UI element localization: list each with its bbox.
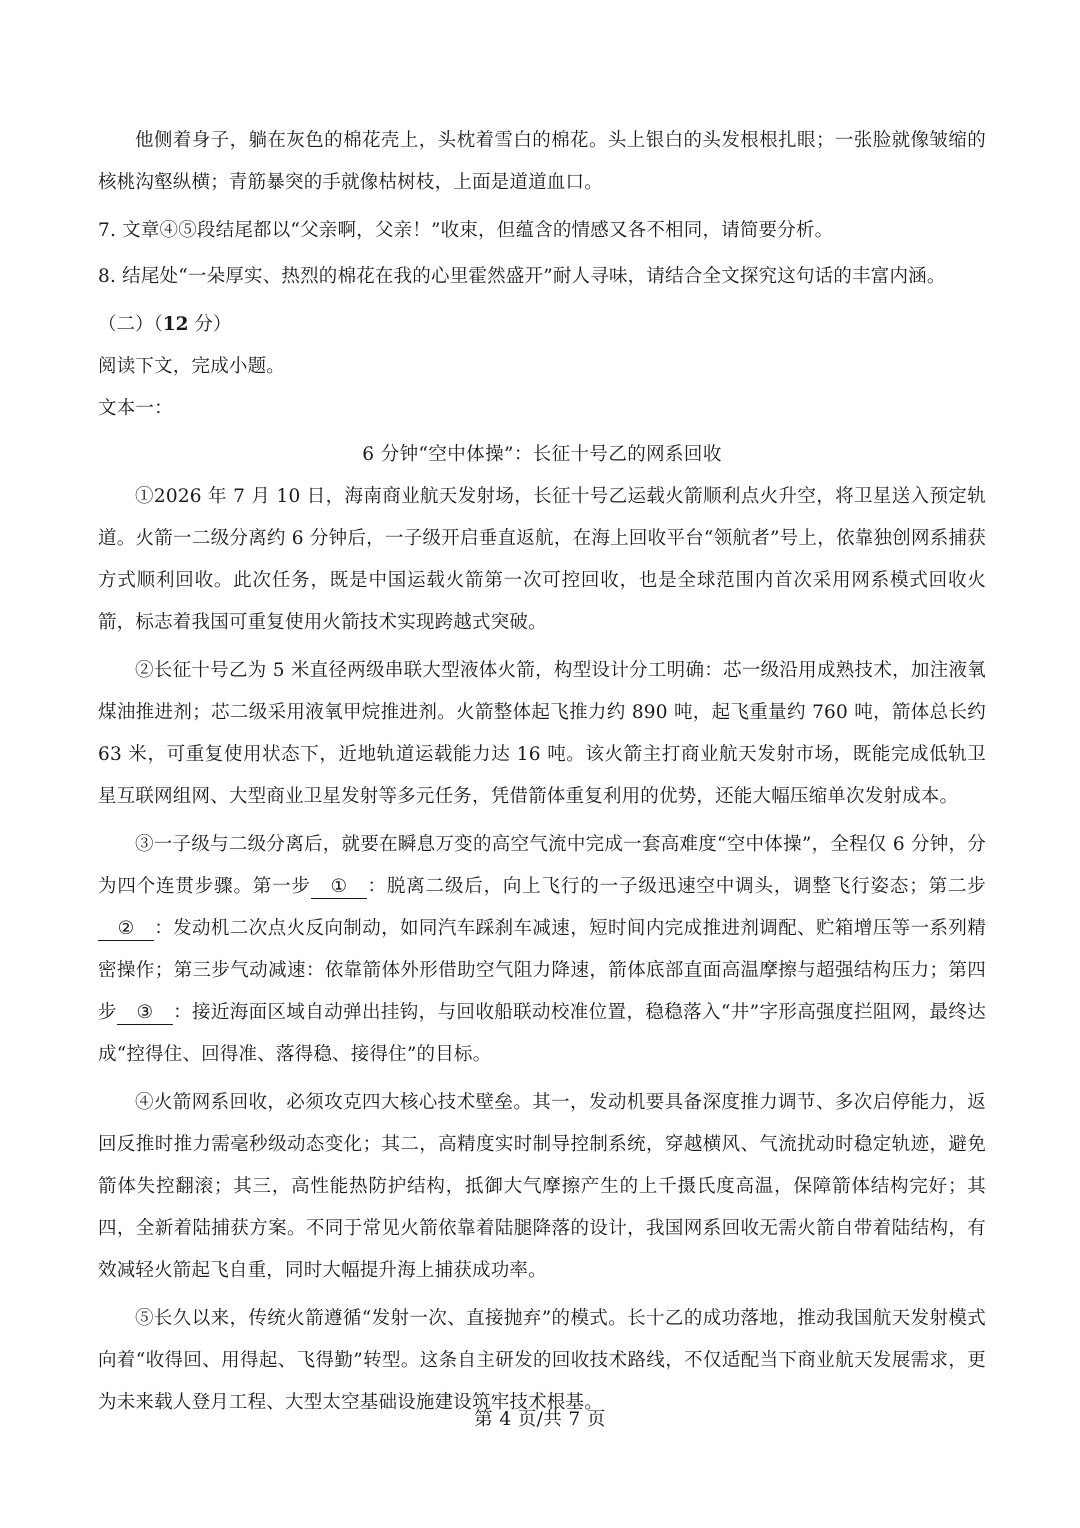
section-2-heading [98, 304, 986, 346]
section-2-close: 分） [188, 314, 232, 335]
paragraph-1: ①2026 年 7 月 10 日，海南商业航天发射场，长征十号乙运载火箭顺利点火升空，将卫星送入预定轨道。火箭一二级分离约 6 分钟后，一子级开启垂直返航，在海上回收平台“领航者”号上，依靠独创网系捕获方式顺利回收。此次任务，既是中国运载火箭第一次可控回收，也是全球范围内首次采用网系模式回收火箭，标志着我国可重复使用火箭技术实现跨越式突破。 [98, 486, 986, 633]
paragraph-3 [98, 824, 986, 1076]
section-2-open: （二）（ [98, 314, 163, 335]
article-title: 6 分钟“空中体操”：长征十号乙的网系回收 [362, 444, 722, 465]
section-2-score: 12 [162, 314, 189, 335]
fill-blank-1: ① [311, 876, 367, 899]
page-content [98, 120, 986, 1430]
fill-blank-3: ③ [117, 1002, 173, 1025]
page-number-footer: 第 4 页/共 7 页 [474, 1409, 606, 1430]
story-excerpt: 他侧着身子，躺在灰色的棉花壳上，头枕着雪白的棉花。头上银白的头发根根扎眼；一张脸就像皱缩的核桃沟壑纵横；青筋暴突的手就像枯树枝，上面是道道血口。 [98, 130, 986, 193]
paragraph-3-part-d: ：接近海面区域自动弹出挂钩，与回收船联动校准位置，稳稳落入“井”字形高强度拦阻网，最终达成“控得住、回得准、落得稳、接得住”的目标。 [98, 1002, 986, 1065]
text-one-label: 文本一： [98, 398, 173, 419]
paragraph-2: ②长征十号乙为 5 米直径两级串联大型液体火箭，构型设计分工明确：芯一级沿用成熟技术，加注液氧煤油推进剂；芯二级采用液氧甲烷推进剂。火箭整体起飞推力约 890 吨，起飞重量约 760 吨，箭体总长约 63 米，可重复使用状态下，近地轨道运载能力达 16 吨。该火箭主打商业航天发射市场，既能完成低轨卫星互联网组网、大型商业卫星发射等多元任务，凭借箭体重复利用的优势，还能大幅压缩单次发射成本。 [98, 660, 986, 807]
paragraph-3-part-a: ③一子级与二级分离后，就要在瞬息万变的高空气流中完成一套高难度“空中体操”，全程仅 6 分钟，分为四个连贯步骤。第一步 [98, 834, 986, 897]
paragraph-4: ④火箭网系回收，必须攻克四大核心技术壁垒。其一，发动机要具备深度推力调节、多次启停能力，返回反推时推力需毫秒级动态变化；其二，高精度实时制导控制系统，穿越横风、气流扰动时稳定轨迹，避免箭体失控翻滚；其三，高性能热防护结构，抵御大气摩擦产生的上千摄氏度高温，保障箭体结构完好；其四，全新着陆捕获方案。不同于常见火箭依靠着陆腿降落的设计，我国网系回收无需火箭自带着陆结构，有效减轻火箭起飞自重，同时大幅提升海上捕获成功率。 [98, 1092, 986, 1281]
section-2-instruction: 阅读下文，完成小题。 [98, 356, 286, 377]
question-7: 7. 文章④⑤段结尾都以“父亲啊，父亲！”收束，但蕴含的情感又各不相同，请简要分析。 [98, 220, 834, 241]
paragraph-3-part-b: ：脱离二级后，向上飞行的一子级迅速空中调头，调整飞行姿态；第二步 [366, 876, 987, 897]
fill-blank-2: ② [98, 918, 154, 941]
paragraph-5: ⑤长久以来，传统火箭遵循“发射一次、直接抛弃”的模式。长十乙的成功落地，推动我国航天发射模式向着“收得回、用得起、飞得勤”转型。这条自主研发的回收技术路线，不仅适配当下商业航天发展需求，更为未来载人登月工程、大型太空基础设施建设筑牢技术根基。 [98, 1308, 986, 1413]
question-8: 8. 结尾处“一朵厚实、热烈的棉花在我的心里霍然盛开”耐人寻味，请结合全文探究这句话的丰富内涵。 [98, 266, 946, 287]
paragraph-3-part-c: ：发动机二次点火反向制动，如同汽车踩刹车减速，短时间内完成推进剂调配、贮箱增压等一系列精密操作；第三步气动减速：依靠箭体外形借助空气阻力降速，箭体底部直面高温摩擦与超强结构压力；第四步 [98, 918, 986, 1023]
